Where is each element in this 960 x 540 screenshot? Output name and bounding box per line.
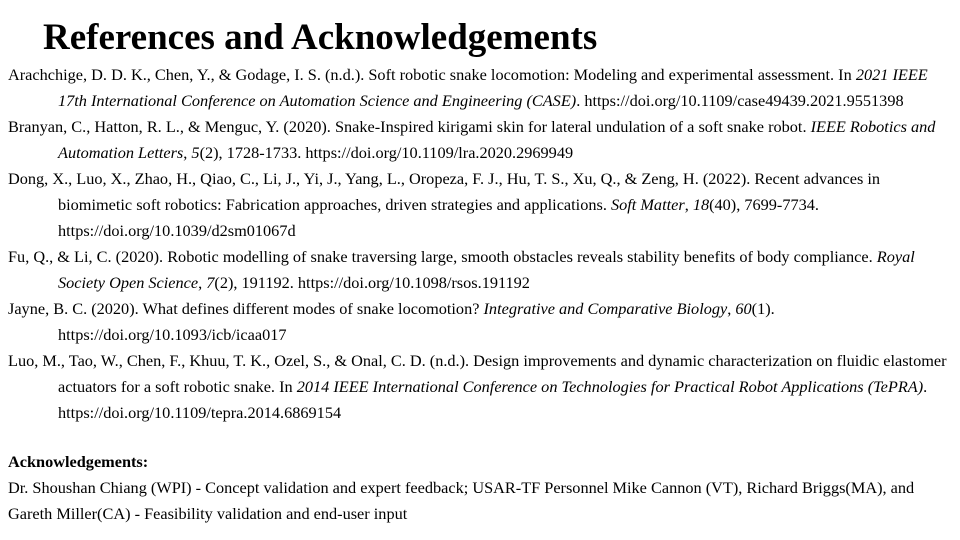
reference-venue: 2014 IEEE International Conference on Technologies for Practical Robot Applications (TePRA) — [296, 377, 924, 396]
reference-text: Jayne, B. C. (2020). What defines different modes of snake locomotion? — [8, 299, 484, 318]
reference-item — [8, 114, 953, 166]
reference-text: Dong, X., Luo, X., Zhao, H., Qiao, C., Li, J., Yi, J., Yang, L., Oropeza, F. J., Hu, T. S., Xu, Q., & Zeng, H. (2022). Recent advances in biomimetic soft robotics: Fabrication approaches, driven strategies and applications. — [8, 169, 881, 214]
page-title: References and Acknowledgements — [43, 17, 598, 58]
reference-item — [8, 296, 953, 348]
reference-separator: , — [684, 195, 693, 214]
reference-separator: , — [198, 273, 207, 292]
reference-volume: 5 — [191, 143, 200, 162]
reference-doi: (40), 7699-7734. https://doi.org/10.1039/d2sm01067d — [58, 195, 819, 240]
acknowledgements-text: Dr. Shoushan Chiang (WPI) - Concept validation and expert feedback; USAR-TF Personnel Mike Cannon (VT), Richard Briggs(MA), and Gareth Miller(CA) - Feasibility validation and end-user input — [8, 478, 915, 523]
reference-venue: IEEE Robotics and Automation Letters — [58, 117, 936, 162]
reference-item — [8, 62, 953, 114]
reference-text: Fu, Q., & Li, C. (2020). Robotic modelling of snake traversing large, smooth obstacles reveals stability benefits of body compliance. — [8, 247, 877, 266]
reference-venue: 2021 IEEE 17th International Conference on Automation Science and Engineering (CASE) — [58, 65, 928, 110]
reference-doi: . https://doi.org/10.1109/tepra.2014.6869154 — [58, 377, 928, 422]
reference-doi: (2), 191192. https://doi.org/10.1098/rsos.191192 — [214, 273, 530, 292]
reference-item — [8, 166, 953, 244]
reference-list — [8, 62, 953, 426]
reference-doi: . https://doi.org/10.1109/case49439.2021.9551398 — [576, 91, 904, 110]
reference-item — [8, 348, 953, 426]
reference-volume: 60 — [735, 299, 752, 318]
reference-text: Branyan, C., Hatton, R. L., & Menguc, Y. (2020). Snake-Inspired kirigami skin for lateral undulation of a soft snake robot. — [8, 117, 811, 136]
reference-volume: 7 — [206, 273, 215, 292]
reference-separator: , — [727, 299, 736, 318]
reference-venue: Soft Matter — [610, 195, 685, 214]
reference-doi: (2), 1728-1733. https://doi.org/10.1109/lra.2020.2969949 — [199, 143, 574, 162]
acknowledgements-heading: Acknowledgements: — [8, 452, 149, 471]
reference-volume: 18 — [692, 195, 710, 214]
reference-text: Arachchige, D. D. K., Chen, Y., & Godage, I. S. (n.d.). Soft robotic snake locomotion: Modeling and experimental assessment. In — [8, 65, 856, 84]
reference-venue: Integrative and Comparative Biology — [483, 299, 728, 318]
reference-doi: (1). https://doi.org/10.1093/icb/icaa017 — [58, 299, 775, 344]
reference-item — [8, 244, 953, 296]
reference-text: Luo, M., Tao, W., Chen, F., Khuu, T. K., Ozel, S., & Onal, C. D. (n.d.). Design improvements and dynamic characterization on fluidic elastomer actuators for a soft robotic snake. In — [8, 351, 947, 396]
reference-venue: Royal Society Open Science — [58, 247, 915, 292]
reference-separator: , — [183, 143, 192, 162]
